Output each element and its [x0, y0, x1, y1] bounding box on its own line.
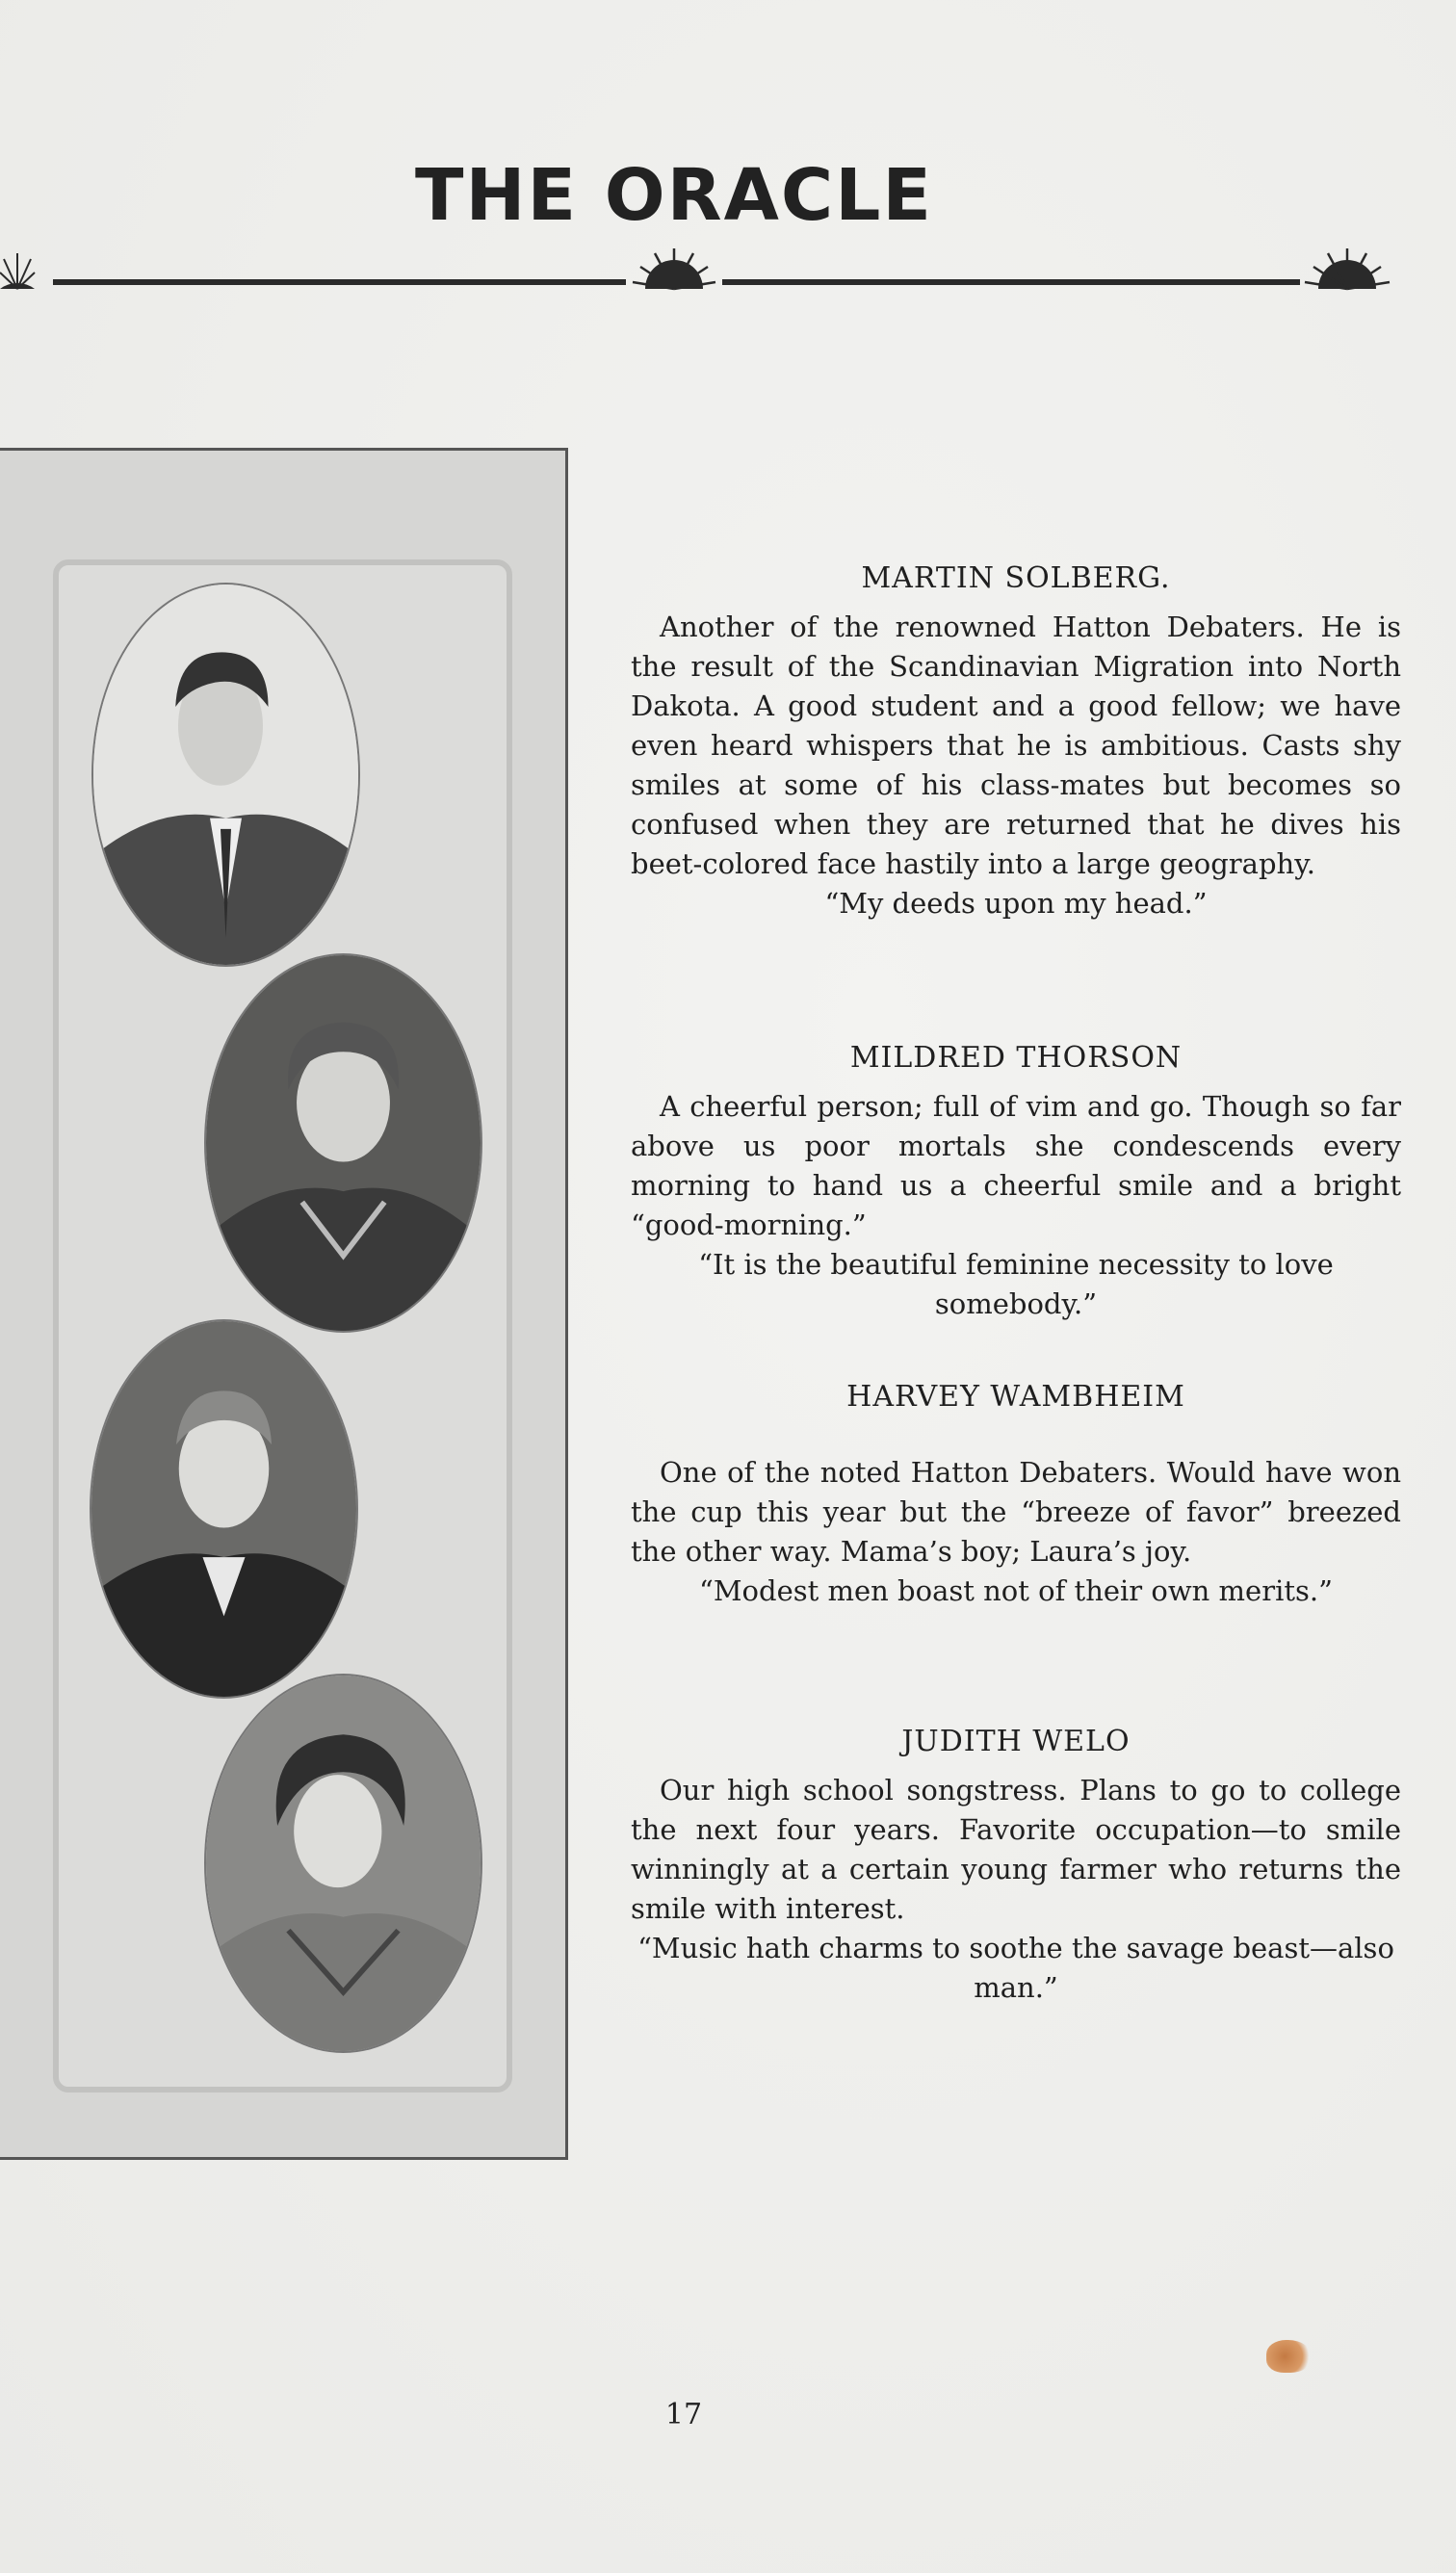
entry-quote: “Music hath charms to soothe the savage beast—also man.” [637, 1932, 1394, 2004]
entry-mildred-thorson [631, 1038, 1401, 1324]
paper-stain [1266, 2340, 1313, 2373]
entry-name: MARTIN SOLBERG. [861, 561, 1171, 595]
entry-description: A cheerful person; full of vim and go. Though so far above us poor mortals she condescends every morning to hand us a cheerful smile and a bright “good-morning.” [631, 1090, 1401, 1241]
header-rule [722, 279, 1011, 285]
page-number: 17 [664, 2398, 703, 2431]
entry-description: Our high school songstress. Plans to go to college the next four years. Favorite occupation—to smile winningly at a certain young farmer who returns the smile with interest. [631, 1774, 1401, 1925]
portrait-judith-welo [204, 1674, 482, 2053]
portrait-martin-solberg [91, 583, 360, 967]
entry-name: MILDRED THORSON [849, 1041, 1183, 1075]
entry-quote: “It is the beautiful feminine necessity to love somebody.” [698, 1248, 1334, 1320]
page-title: THE ORACLE [415, 154, 933, 237]
portrait-harvey-wambheim [90, 1319, 358, 1699]
entry-name: JUDITH WELO [901, 1725, 1131, 1758]
sunburst-ornament-icon [631, 246, 717, 294]
entry-harvey-wambheim [631, 1377, 1401, 1611]
entry-quote: “My deeds upon my head.” [824, 887, 1208, 920]
entry-martin-solberg [631, 559, 1401, 923]
portrait-mildred-thorson [204, 953, 482, 1333]
entry-description: Another of the renowned Hatton Debaters. He is the result of the Scandinavian Migration into North Dakota. A good student and a good fellow; we have even heard whispers that he is ambitious. Casts shy smiles at some of his class-mates but becomes so confused when they are returned that he dives his beet-colored face hastily into a large geography. [631, 611, 1401, 880]
entry-quote: “Modest men boast not of their own merits.” [699, 1574, 1333, 1607]
header-rule [53, 279, 626, 285]
header-rule [1011, 279, 1300, 285]
sunburst-ornament-icon [1302, 246, 1393, 294]
entry-description: One of the noted Hatton Debaters. Would have won the cup this year but the “breeze of favor” breezed the other way. Mama’s boy; Laura’s joy. [631, 1456, 1401, 1568]
sunburst-ornament-icon [0, 246, 39, 294]
entry-judith-welo [631, 1722, 1401, 2008]
entry-name: HARVEY WAMBHEIM [846, 1380, 1185, 1414]
